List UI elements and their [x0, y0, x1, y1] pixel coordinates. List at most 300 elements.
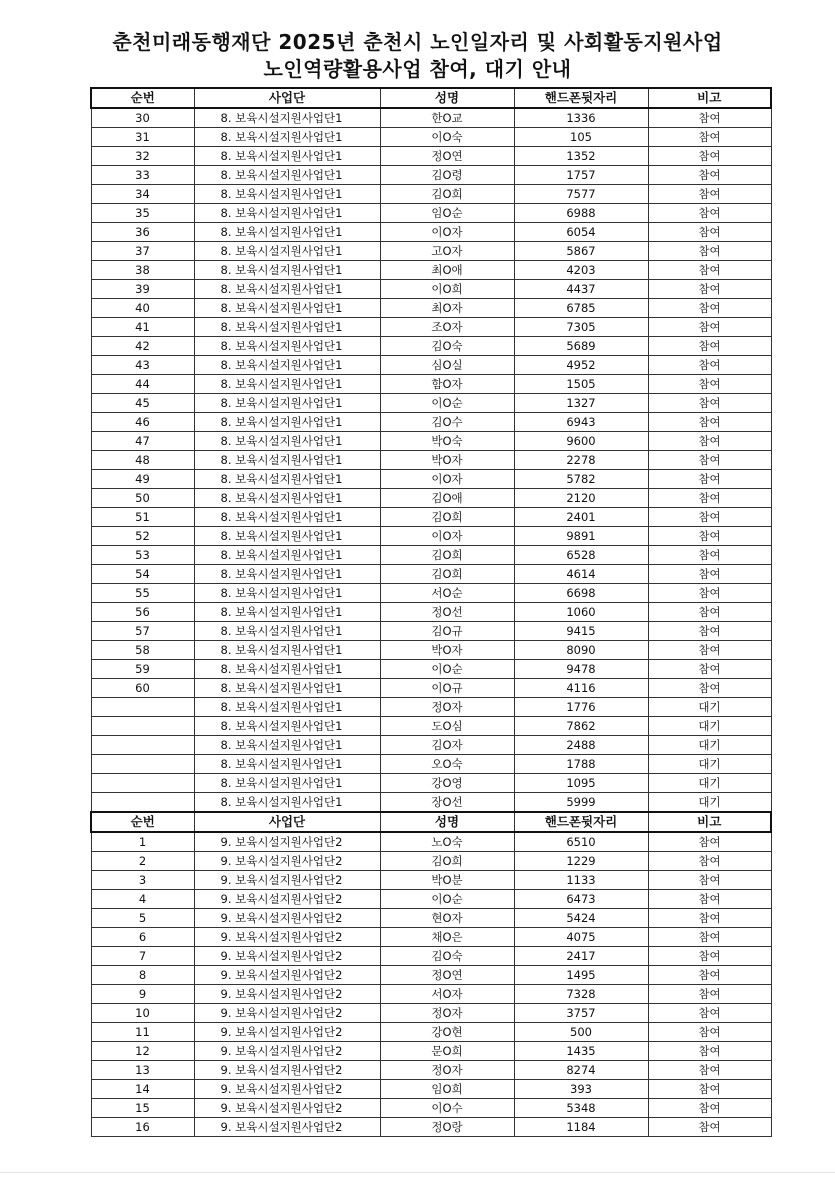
name-cell: 문O희 [380, 1042, 514, 1061]
note-cell: 참여 [648, 966, 771, 985]
note-cell: 참여 [648, 603, 771, 622]
project-cell: 9. 보육시설지원사업단2 [194, 909, 380, 928]
table-row [91, 698, 771, 717]
project-cell: 8. 보육시설지원사업단1 [194, 299, 380, 318]
project-cell: 8. 보육시설지원사업단1 [194, 318, 380, 337]
table-row [91, 1004, 771, 1023]
project-cell: 8. 보육시설지원사업단1 [194, 793, 380, 813]
note-cell: 참여 [648, 375, 771, 394]
header-note: 비고 [648, 88, 771, 108]
note-cell: 참여 [648, 394, 771, 413]
note-cell: 참여 [648, 909, 771, 928]
project-cell: 8. 보육시설지원사업단1 [194, 508, 380, 527]
seq-cell: 60 [91, 679, 194, 698]
note-cell: 참여 [648, 546, 771, 565]
seq-cell: 6 [91, 928, 194, 947]
project-cell: 9. 보육시설지원사업단2 [194, 947, 380, 966]
phone-cell: 1229 [514, 852, 648, 871]
name-cell: 노O숙 [380, 832, 514, 852]
note-cell: 참여 [648, 166, 771, 185]
table-row [91, 185, 771, 204]
note-cell: 대기 [648, 698, 771, 717]
phone-cell: 2278 [514, 451, 648, 470]
phone-cell: 6528 [514, 546, 648, 565]
name-cell: 김O숙 [380, 337, 514, 356]
note-cell: 참여 [648, 527, 771, 546]
project-cell: 8. 보육시설지원사업단1 [194, 166, 380, 185]
seq-cell: 32 [91, 147, 194, 166]
note-cell: 참여 [648, 565, 771, 584]
phone-cell: 4952 [514, 356, 648, 375]
seq-cell: 15 [91, 1099, 194, 1118]
table-row [91, 660, 771, 679]
project-cell: 8. 보육시설지원사업단1 [194, 242, 380, 261]
note-cell: 참여 [648, 1004, 771, 1023]
name-cell: 정O자 [380, 698, 514, 717]
project-cell: 8. 보육시설지원사업단1 [194, 470, 380, 489]
seq-cell: 44 [91, 375, 194, 394]
seq-cell: 14 [91, 1080, 194, 1099]
table-row [91, 299, 771, 318]
table-row [91, 774, 771, 793]
seq-cell: 7 [91, 947, 194, 966]
name-cell: 임O순 [380, 204, 514, 223]
note-cell: 참여 [648, 508, 771, 527]
note-cell: 참여 [648, 985, 771, 1004]
note-cell: 참여 [648, 890, 771, 909]
note-cell: 참여 [648, 584, 771, 603]
name-cell: 이O숙 [380, 128, 514, 147]
seq-cell [91, 698, 194, 717]
note-cell: 참여 [648, 489, 771, 508]
project-cell: 8. 보육시설지원사업단1 [194, 641, 380, 660]
phone-cell: 2401 [514, 508, 648, 527]
project-cell: 9. 보육시설지원사업단2 [194, 966, 380, 985]
note-cell: 참여 [648, 318, 771, 337]
seq-cell: 16 [91, 1118, 194, 1137]
name-cell: 현O자 [380, 909, 514, 928]
table-row [91, 909, 771, 928]
name-cell: 김O자 [380, 736, 514, 755]
name-cell: 최O자 [380, 299, 514, 318]
seq-cell: 46 [91, 413, 194, 432]
project-cell: 8. 보육시설지원사업단1 [194, 261, 380, 280]
seq-cell: 47 [91, 432, 194, 451]
document-title: 춘천미래동행재단 2025년 춘천시 노인일자리 및 사회활동지원사업 [112, 30, 723, 54]
table-row [91, 166, 771, 185]
note-cell: 참여 [648, 185, 771, 204]
project-cell: 8. 보육시설지원사업단1 [194, 356, 380, 375]
project-cell: 9. 보육시설지원사업단2 [194, 890, 380, 909]
phone-cell: 1505 [514, 375, 648, 394]
name-cell: 김O희 [380, 852, 514, 871]
project-cell: 9. 보육시설지원사업단2 [194, 985, 380, 1004]
note-cell: 참여 [648, 622, 771, 641]
phone-cell: 393 [514, 1080, 648, 1099]
seq-cell: 59 [91, 660, 194, 679]
project-cell: 8. 보육시설지원사업단1 [194, 147, 380, 166]
phone-cell: 8274 [514, 1061, 648, 1080]
table-row [91, 261, 771, 280]
project-cell: 8. 보육시설지원사업단1 [194, 185, 380, 204]
name-cell: 김O희 [380, 508, 514, 527]
phone-cell: 4075 [514, 928, 648, 947]
seq-cell: 43 [91, 356, 194, 375]
seq-cell: 53 [91, 546, 194, 565]
table-row [91, 793, 771, 813]
phone-cell: 2488 [514, 736, 648, 755]
phone-cell: 1184 [514, 1118, 648, 1137]
table-row [91, 527, 771, 546]
phone-cell: 6473 [514, 890, 648, 909]
project-cell: 8. 보육시설지원사업단1 [194, 204, 380, 223]
name-cell: 김O숙 [380, 947, 514, 966]
note-cell: 참여 [648, 852, 771, 871]
phone-cell: 5424 [514, 909, 648, 928]
table-row [91, 1061, 771, 1080]
table-row [91, 508, 771, 527]
seq-cell: 13 [91, 1061, 194, 1080]
seq-cell: 56 [91, 603, 194, 622]
seq-cell: 58 [91, 641, 194, 660]
phone-cell: 6785 [514, 299, 648, 318]
seq-cell: 33 [91, 166, 194, 185]
project-cell: 9. 보육시설지원사업단2 [194, 928, 380, 947]
note-cell: 참여 [648, 832, 771, 852]
seq-cell: 38 [91, 261, 194, 280]
seq-cell [91, 793, 194, 813]
phone-cell: 9600 [514, 432, 648, 451]
seq-cell: 5 [91, 909, 194, 928]
seq-cell: 37 [91, 242, 194, 261]
phone-cell: 1336 [514, 108, 648, 128]
name-cell: 임O희 [380, 1080, 514, 1099]
phone-cell: 7305 [514, 318, 648, 337]
table-row [91, 1099, 771, 1118]
name-cell: 김O수 [380, 413, 514, 432]
table-row [91, 565, 771, 584]
seq-cell: 41 [91, 318, 194, 337]
project-cell: 8. 보육시설지원사업단1 [194, 432, 380, 451]
seq-cell: 1 [91, 832, 194, 852]
phone-cell: 1495 [514, 966, 648, 985]
name-cell: 이O규 [380, 679, 514, 698]
project-cell: 8. 보육시설지원사업단1 [194, 108, 380, 128]
note-cell: 참여 [648, 280, 771, 299]
name-cell: 김O규 [380, 622, 514, 641]
seq-cell: 39 [91, 280, 194, 299]
phone-cell: 5689 [514, 337, 648, 356]
table-row [91, 489, 771, 508]
note-cell: 참여 [648, 1080, 771, 1099]
name-cell: 김O희 [380, 546, 514, 565]
note-cell: 참여 [648, 108, 771, 128]
table-row [91, 280, 771, 299]
table-row [91, 394, 771, 413]
seq-cell: 40 [91, 299, 194, 318]
table-row [91, 128, 771, 147]
seq-cell: 35 [91, 204, 194, 223]
seq-cell: 51 [91, 508, 194, 527]
note-cell: 참여 [648, 1118, 771, 1137]
name-cell: 채O은 [380, 928, 514, 947]
phone-cell: 7328 [514, 985, 648, 1004]
name-cell: 조O자 [380, 318, 514, 337]
project-cell: 8. 보육시설지원사업단1 [194, 774, 380, 793]
phone-cell: 6054 [514, 223, 648, 242]
project-cell: 8. 보육시설지원사업단1 [194, 223, 380, 242]
project-cell: 9. 보육시설지원사업단2 [194, 1061, 380, 1080]
note-cell: 참여 [648, 432, 771, 451]
project-cell: 8. 보육시설지원사업단1 [194, 546, 380, 565]
header-seq: 순번 [91, 88, 194, 108]
name-cell: 강O현 [380, 1023, 514, 1042]
header-phone: 핸드폰뒷자리 [514, 812, 648, 832]
name-cell: 이O순 [380, 890, 514, 909]
table-row [91, 337, 771, 356]
project-cell: 8. 보육시설지원사업단1 [194, 736, 380, 755]
project-cell: 8. 보육시설지원사업단1 [194, 755, 380, 774]
seq-cell: 52 [91, 527, 194, 546]
table-row [91, 717, 771, 736]
note-cell: 대기 [648, 736, 771, 755]
table-row [91, 451, 771, 470]
header-seq: 순번 [91, 812, 194, 832]
header-name: 성명 [380, 812, 514, 832]
table-row [91, 832, 771, 852]
phone-cell: 9415 [514, 622, 648, 641]
phone-cell: 7862 [514, 717, 648, 736]
note-cell: 참여 [648, 660, 771, 679]
table-row [91, 1118, 771, 1137]
note-cell: 참여 [648, 147, 771, 166]
project-cell: 8. 보육시설지원사업단1 [194, 527, 380, 546]
seq-cell [91, 717, 194, 736]
note-cell: 참여 [648, 413, 771, 432]
phone-cell: 2417 [514, 947, 648, 966]
phone-cell: 105 [514, 128, 648, 147]
project-cell: 9. 보육시설지원사업단2 [194, 1042, 380, 1061]
phone-cell: 5999 [514, 793, 648, 813]
seq-cell: 3 [91, 871, 194, 890]
table-row [91, 356, 771, 375]
seq-cell: 8 [91, 966, 194, 985]
note-cell: 참여 [648, 261, 771, 280]
table-row [91, 204, 771, 223]
project-cell: 9. 보육시설지원사업단2 [194, 1004, 380, 1023]
table-header-row [91, 88, 771, 108]
name-cell: 함O자 [380, 375, 514, 394]
note-cell: 참여 [648, 1042, 771, 1061]
seq-cell: 49 [91, 470, 194, 489]
note-cell: 참여 [648, 679, 771, 698]
name-cell: 정O선 [380, 603, 514, 622]
phone-cell: 4203 [514, 261, 648, 280]
phone-cell: 1060 [514, 603, 648, 622]
note-cell: 참여 [648, 204, 771, 223]
project-cell: 9. 보육시설지원사업단2 [194, 1118, 380, 1137]
name-cell: 박O자 [380, 451, 514, 470]
seq-cell [91, 755, 194, 774]
header-phone: 핸드폰뒷자리 [514, 88, 648, 108]
phone-cell: 3757 [514, 1004, 648, 1023]
table-row [91, 755, 771, 774]
table-header-row [91, 812, 771, 832]
name-cell: 이O희 [380, 280, 514, 299]
name-cell: 서O순 [380, 584, 514, 603]
table-row [91, 736, 771, 755]
table-row [91, 985, 771, 1004]
name-cell: 정O자 [380, 1004, 514, 1023]
table-row [91, 108, 771, 128]
project-cell: 8. 보육시설지원사업단1 [194, 375, 380, 394]
project-cell: 8. 보육시설지원사업단1 [194, 565, 380, 584]
phone-cell: 7577 [514, 185, 648, 204]
project-cell: 9. 보육시설지원사업단2 [194, 1099, 380, 1118]
phone-cell: 1757 [514, 166, 648, 185]
name-cell: 정O랑 [380, 1118, 514, 1137]
name-cell: 박O숙 [380, 432, 514, 451]
table-row [91, 1080, 771, 1099]
note-cell: 참여 [648, 1061, 771, 1080]
project-cell: 9. 보육시설지원사업단2 [194, 832, 380, 852]
name-cell: 박O자 [380, 641, 514, 660]
seq-cell: 50 [91, 489, 194, 508]
seq-cell: 2 [91, 852, 194, 871]
name-cell: 정O연 [380, 147, 514, 166]
table-row [91, 375, 771, 394]
note-cell: 참여 [648, 871, 771, 890]
note-cell: 참여 [648, 1023, 771, 1042]
seq-cell: 55 [91, 584, 194, 603]
project-cell: 8. 보육시설지원사업단1 [194, 622, 380, 641]
table-row [91, 947, 771, 966]
note-cell: 참여 [648, 223, 771, 242]
phone-cell: 1435 [514, 1042, 648, 1061]
note-cell: 참여 [648, 1099, 771, 1118]
name-cell: 이O순 [380, 660, 514, 679]
seq-cell: 34 [91, 185, 194, 204]
name-cell: 이O자 [380, 470, 514, 489]
participants-table [90, 87, 772, 1137]
table-row [91, 470, 771, 489]
seq-cell: 10 [91, 1004, 194, 1023]
seq-cell: 4 [91, 890, 194, 909]
name-cell: 정O자 [380, 1061, 514, 1080]
phone-cell: 4116 [514, 679, 648, 698]
project-cell: 8. 보육시설지원사업단1 [194, 337, 380, 356]
table-row [91, 890, 771, 909]
project-cell: 9. 보육시설지원사업단2 [194, 1080, 380, 1099]
name-cell: 김O희 [380, 185, 514, 204]
name-cell: 한O교 [380, 108, 514, 128]
table-row [91, 242, 771, 261]
name-cell: 서O자 [380, 985, 514, 1004]
name-cell: 장O선 [380, 793, 514, 813]
seq-cell: 42 [91, 337, 194, 356]
note-cell: 대기 [648, 755, 771, 774]
name-cell: 심O실 [380, 356, 514, 375]
table-row [91, 641, 771, 660]
phone-cell: 4614 [514, 565, 648, 584]
seq-cell: 31 [91, 128, 194, 147]
note-cell: 참여 [648, 299, 771, 318]
project-cell: 9. 보육시설지원사업단2 [194, 852, 380, 871]
note-cell: 참여 [648, 641, 771, 660]
name-cell: 박O분 [380, 871, 514, 890]
phone-cell: 6510 [514, 832, 648, 852]
seq-cell: 30 [91, 108, 194, 128]
seq-cell: 11 [91, 1023, 194, 1042]
phone-cell: 4437 [514, 280, 648, 299]
phone-cell: 500 [514, 1023, 648, 1042]
note-cell: 참여 [648, 128, 771, 147]
project-cell: 8. 보육시설지원사업단1 [194, 698, 380, 717]
name-cell: 김O령 [380, 166, 514, 185]
note-cell: 참여 [648, 451, 771, 470]
phone-cell: 8090 [514, 641, 648, 660]
document-subtitle: 노인역량활용사업 참여, 대기 안내 [263, 57, 572, 81]
name-cell: 김O희 [380, 565, 514, 584]
project-cell: 8. 보육시설지원사업단1 [194, 603, 380, 622]
seq-cell: 12 [91, 1042, 194, 1061]
note-cell: 대기 [648, 774, 771, 793]
seq-cell: 9 [91, 985, 194, 1004]
table-row [91, 966, 771, 985]
project-cell: 8. 보육시설지원사업단1 [194, 584, 380, 603]
header-note: 비고 [648, 812, 771, 832]
name-cell: 오O숙 [380, 755, 514, 774]
name-cell: 김O애 [380, 489, 514, 508]
name-cell: 강O영 [380, 774, 514, 793]
phone-cell: 5348 [514, 1099, 648, 1118]
table-row [91, 413, 771, 432]
table-row [91, 928, 771, 947]
phone-cell: 6943 [514, 413, 648, 432]
header-name: 성명 [380, 88, 514, 108]
table-row [91, 1023, 771, 1042]
note-cell: 대기 [648, 793, 771, 813]
table-row [91, 871, 771, 890]
note-cell: 참여 [648, 928, 771, 947]
header-project: 사업단 [194, 812, 380, 832]
header-project: 사업단 [194, 88, 380, 108]
project-cell: 8. 보육시설지원사업단1 [194, 128, 380, 147]
note-cell: 대기 [648, 717, 771, 736]
name-cell: 이O자 [380, 223, 514, 242]
table-row [91, 679, 771, 698]
project-cell: 8. 보육시설지원사업단1 [194, 394, 380, 413]
seq-cell: 48 [91, 451, 194, 470]
project-cell: 8. 보육시설지원사업단1 [194, 280, 380, 299]
note-cell: 참여 [648, 242, 771, 261]
page-bottom-line [0, 1172, 835, 1173]
phone-cell: 9478 [514, 660, 648, 679]
phone-cell: 5782 [514, 470, 648, 489]
phone-cell: 1133 [514, 871, 648, 890]
table-row [91, 223, 771, 242]
project-cell: 8. 보육시설지원사업단1 [194, 451, 380, 470]
phone-cell: 1327 [514, 394, 648, 413]
phone-cell: 1788 [514, 755, 648, 774]
table-row [91, 1042, 771, 1061]
project-cell: 8. 보육시설지원사업단1 [194, 717, 380, 736]
note-cell: 참여 [648, 470, 771, 489]
table-row [91, 318, 771, 337]
project-cell: 8. 보육시설지원사업단1 [194, 413, 380, 432]
phone-cell: 1352 [514, 147, 648, 166]
phone-cell: 5867 [514, 242, 648, 261]
